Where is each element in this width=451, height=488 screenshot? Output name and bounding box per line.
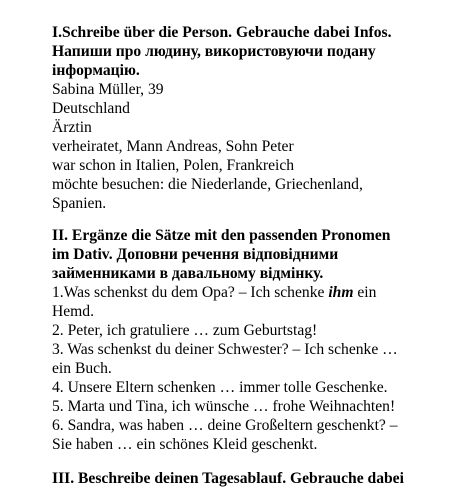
- exercise-3-cont: ein Buch.: [52, 360, 112, 377]
- section-spacer: [52, 213, 444, 226]
- worksheet: [52, 23, 444, 488]
- exercise-4: 4. Unsere Eltern schenken … immer tolle Geschenke.: [52, 379, 388, 396]
- info-line-name: Sabina Müller, 39: [52, 81, 164, 98]
- exercise-1-cont: Hemd.: [52, 303, 95, 320]
- info-line-profession: Ärztin: [52, 119, 92, 136]
- section1-heading-uk-line2: інформацію.: [52, 62, 140, 79]
- section-spacer: [52, 454, 444, 469]
- exercise-2: 2. Peter, ich gratuliere … zum Geburtstag!: [52, 322, 318, 339]
- exercise-1-text: 1.Was schenkst du dem Opa? – Ich schenke: [52, 284, 329, 301]
- section3-heading-partial: III. Beschreibe deinen Tagesablauf. Gebrauche dabei: [52, 470, 404, 487]
- exercise-3: 3. Was schenkst du deiner Schwester? – Ich schenke …: [52, 341, 398, 358]
- section1-heading-uk-line1: Напиши про людину, використовуючи подану: [52, 43, 376, 60]
- section2-heading-line1: II. Ergänze die Sätze mit den passenden Pronomen: [52, 227, 391, 244]
- info-line-country: Deutschland: [52, 100, 130, 117]
- exercise-6: 6. Sandra, was haben … deine Großeltern geschenkt? –: [52, 417, 398, 434]
- section2-heading-line2: im Dativ. Доповни речення відповідними: [52, 246, 339, 263]
- section2-heading-line3: займенниками в давальному відмінку.: [52, 265, 324, 282]
- info-line-travels: war schon in Italien, Polen, Frankreich: [52, 157, 295, 174]
- exercise-5: 5. Marta und Tina, ich wünsche … frohe Weihnachten!: [52, 398, 396, 415]
- info-line-wishes-cont: Spanien.: [52, 195, 107, 212]
- exercise-6-cont: Sie haben … ein schönes Kleid geschenkt.: [52, 436, 318, 453]
- exercise-1-text-end: ein: [353, 284, 377, 301]
- info-line-wishes: möchte besuchen: die Niederlande, Griechenland,: [52, 176, 363, 193]
- info-line-family: verheiratet, Mann Andreas, Sohn Peter: [52, 138, 294, 155]
- exercise-1: [52, 283, 444, 302]
- section1-heading-de: I.Schreibe über die Person. Gebrauche dabei Infos.: [52, 24, 392, 41]
- exercise-1-pronoun: ihm: [328, 284, 354, 301]
